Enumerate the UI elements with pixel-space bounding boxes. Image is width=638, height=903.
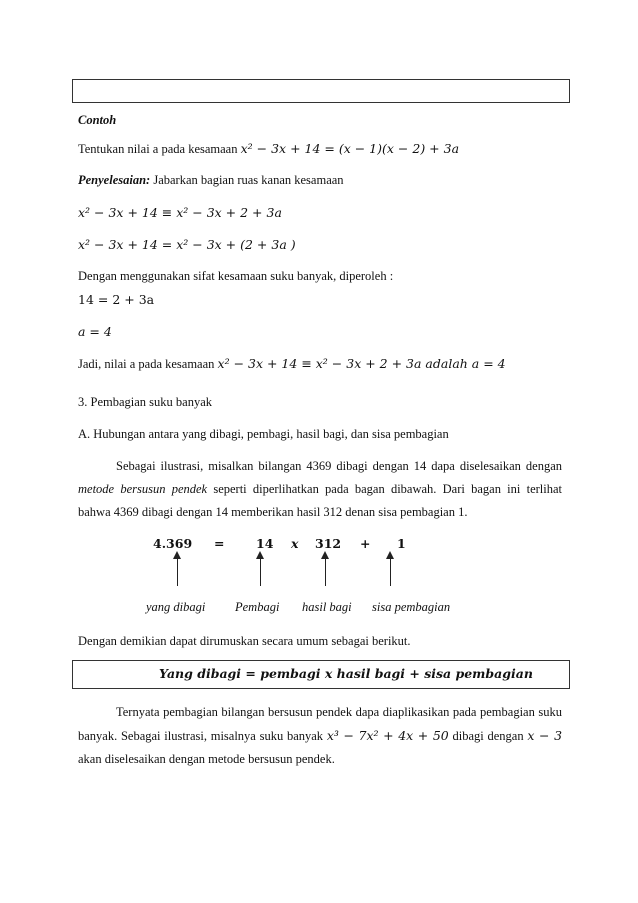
diagram-plus: +	[360, 536, 371, 551]
solution-intro	[78, 173, 344, 188]
paragraph-1-part1: Sebagai ilustrasi, misalkan bilangan 4369 dibagi dengan 14 dapa diselesaikan dengan	[116, 459, 562, 473]
equation-line-1: x² − 3x + 14 ≡ x² − 3x + 2 + 3a	[78, 205, 282, 220]
paragraph-2-poly: x³ − 7x² + 4x + 50	[326, 728, 449, 743]
section-3-heading: 3. Pembagian suku banyak	[78, 395, 213, 409]
problem-text: Tentukan nilai a pada kesamaan	[78, 142, 238, 156]
example-heading: Contoh	[78, 113, 117, 127]
paragraph-2-text1: Ternyata pembagian bilangan bersusun pendek dapa diaplikasikan pada pembagian suku banyak. Sebagai ilustrasi, misalnya suku banyak	[78, 705, 562, 743]
property-text: Dengan menggunakan sifat kesamaan suku banyak, diperoleh :	[78, 269, 394, 283]
solution-text: Jabarkan bagian ruas kanan kesamaan	[153, 173, 344, 187]
conclusion	[78, 356, 506, 372]
label-quotient: hasil bagi	[302, 600, 352, 614]
paragraph-1-italic: metode bersusun pendek	[78, 482, 208, 496]
label-remainder: sisa pembagian	[372, 600, 451, 614]
diagram-quotient: 312	[315, 536, 342, 551]
arrow-dividend	[177, 558, 178, 586]
diagram-divisor: 14	[256, 536, 274, 551]
diagram-remainder: 1	[397, 536, 406, 551]
problem-equation: x² − 3x + 14 = (x − 1)(x − 2) + 3a	[240, 141, 460, 156]
paragraph-2-text2: dibagi dengan	[452, 729, 524, 743]
diagram-times: x	[291, 536, 299, 551]
empty-header-box	[72, 79, 570, 103]
label-divisor: Pembagi	[235, 600, 280, 614]
solution-label: Penyelesaian:	[78, 173, 151, 187]
paragraph-2	[78, 701, 562, 771]
arrow-remainder	[390, 558, 391, 586]
diagram-dividend: 4.369	[153, 536, 193, 551]
equation-line-2: x² − 3x + 14 = x² − 3x + (2 + 3a )	[78, 237, 296, 252]
paragraph-1	[78, 455, 562, 524]
arrow-quotient	[325, 558, 326, 586]
formula: Yang dibagi = pembagi x hasil bagi + sisa pembagian	[159, 666, 533, 681]
conclusion-math: x² − 3x + 14 ≡ x² − 3x + 2 + 3a adalah a = 4	[217, 356, 506, 371]
diagram-equals: =	[214, 536, 225, 551]
conclusion-text: Jadi, nilai a pada kesamaan	[78, 357, 215, 371]
problem-statement	[78, 141, 459, 157]
paragraph-2-divisor: x − 3	[527, 728, 563, 743]
equation-line-4: a = 4	[78, 324, 112, 339]
general-text: Dengan demikian dapat dirumuskan secara umum sebagai berikut.	[78, 634, 411, 648]
label-dividend: yang dibagi	[146, 600, 206, 614]
paragraph-1-part2: seperti diperlihatkan pada bagan dibawah. Dari bagan ini terlihat bahwa 4369 dibagi dengan 14 memberikan hasil 312 denan sisa pembagian 1.	[78, 482, 562, 519]
paragraph-2-text3: akan diselesaikan dengan metode bersusun pendek.	[78, 752, 335, 766]
formula-box	[72, 660, 570, 689]
arrow-divisor	[260, 558, 261, 586]
equation-line-3: 14 = 2 + 3a	[78, 292, 155, 307]
subsection-a-heading: A. Hubungan antara yang dibagi, pembagi, hasil bagi, dan sisa pembagian	[78, 427, 449, 441]
